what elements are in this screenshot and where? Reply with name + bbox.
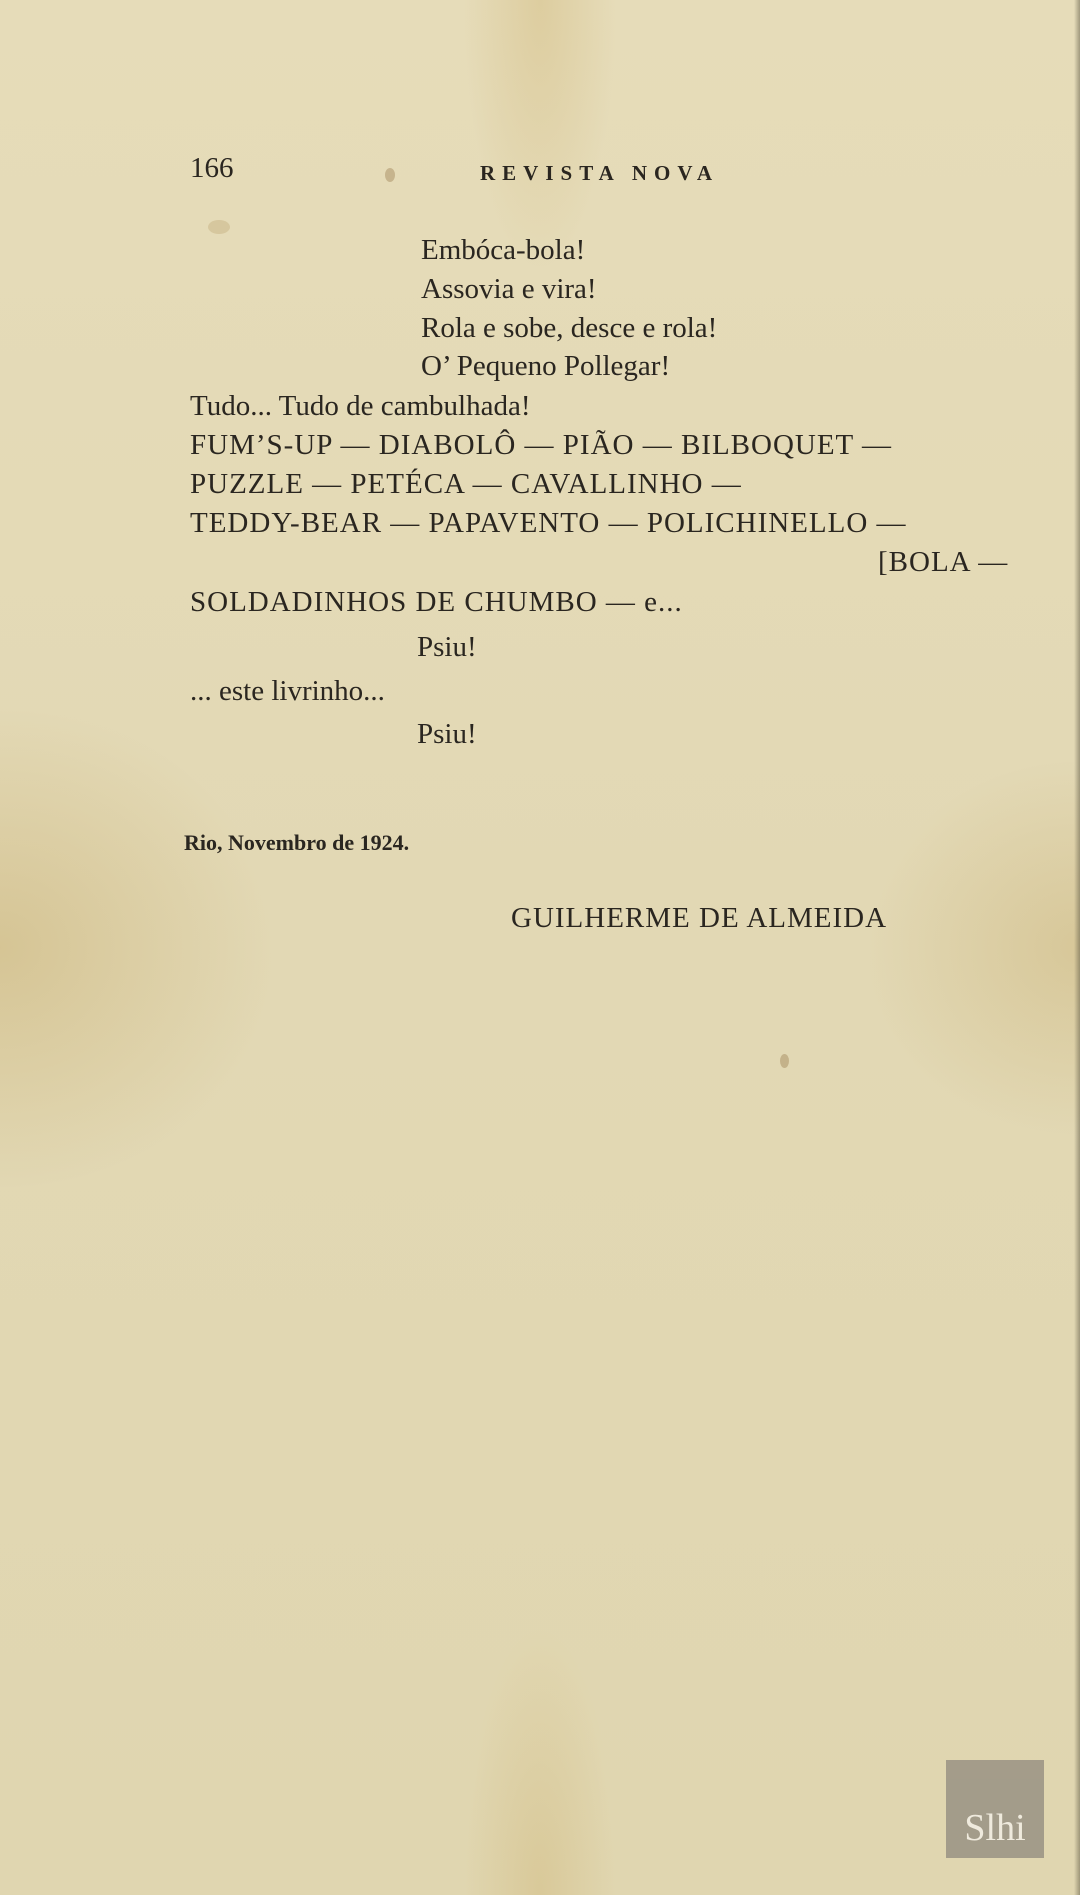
- poem-line: SOLDADINHOS DE CHUMBO — e...: [190, 586, 683, 618]
- page-edge-shadow: [1074, 0, 1080, 1895]
- poem-line: O’ Pequeno Pollegar!: [421, 350, 671, 382]
- running-title: REVISTA NOVA: [480, 161, 720, 185]
- watermark-logo: Slhi: [946, 1760, 1044, 1858]
- paper-speck: [780, 1054, 789, 1068]
- poem-line: TEDDY-BEAR — PAPAVENTO — POLICHINELLO —: [190, 507, 907, 539]
- poem-line: Assovia e vira!: [421, 273, 597, 305]
- paper-speck: [385, 168, 395, 182]
- author-signature: GUILHERME DE ALMEIDA: [511, 902, 888, 934]
- page-number: 166: [190, 152, 234, 184]
- poem-line: Psiu!: [417, 718, 477, 750]
- poem-line: Tudo... Tudo de cambulhada!: [190, 390, 531, 422]
- dateline: Rio, Novembro de 1924.: [184, 830, 410, 855]
- poem-line: Rola e sobe, desce e rola!: [421, 312, 718, 344]
- poem-line: Psiu!: [417, 631, 477, 663]
- poem-line: FUM’S-UP — DIABOLÔ — PIÃO — BILBOQUET —: [190, 429, 892, 461]
- paper-speck: [208, 220, 230, 234]
- poem-line-continuation: [BOLA —: [878, 546, 1009, 578]
- poem-line: Embóca-bola!: [421, 234, 586, 266]
- poem-line: ... este livrinho...: [190, 675, 385, 707]
- poem-line: PUZZLE — PETÉCA — CAVALLINHO —: [190, 468, 742, 500]
